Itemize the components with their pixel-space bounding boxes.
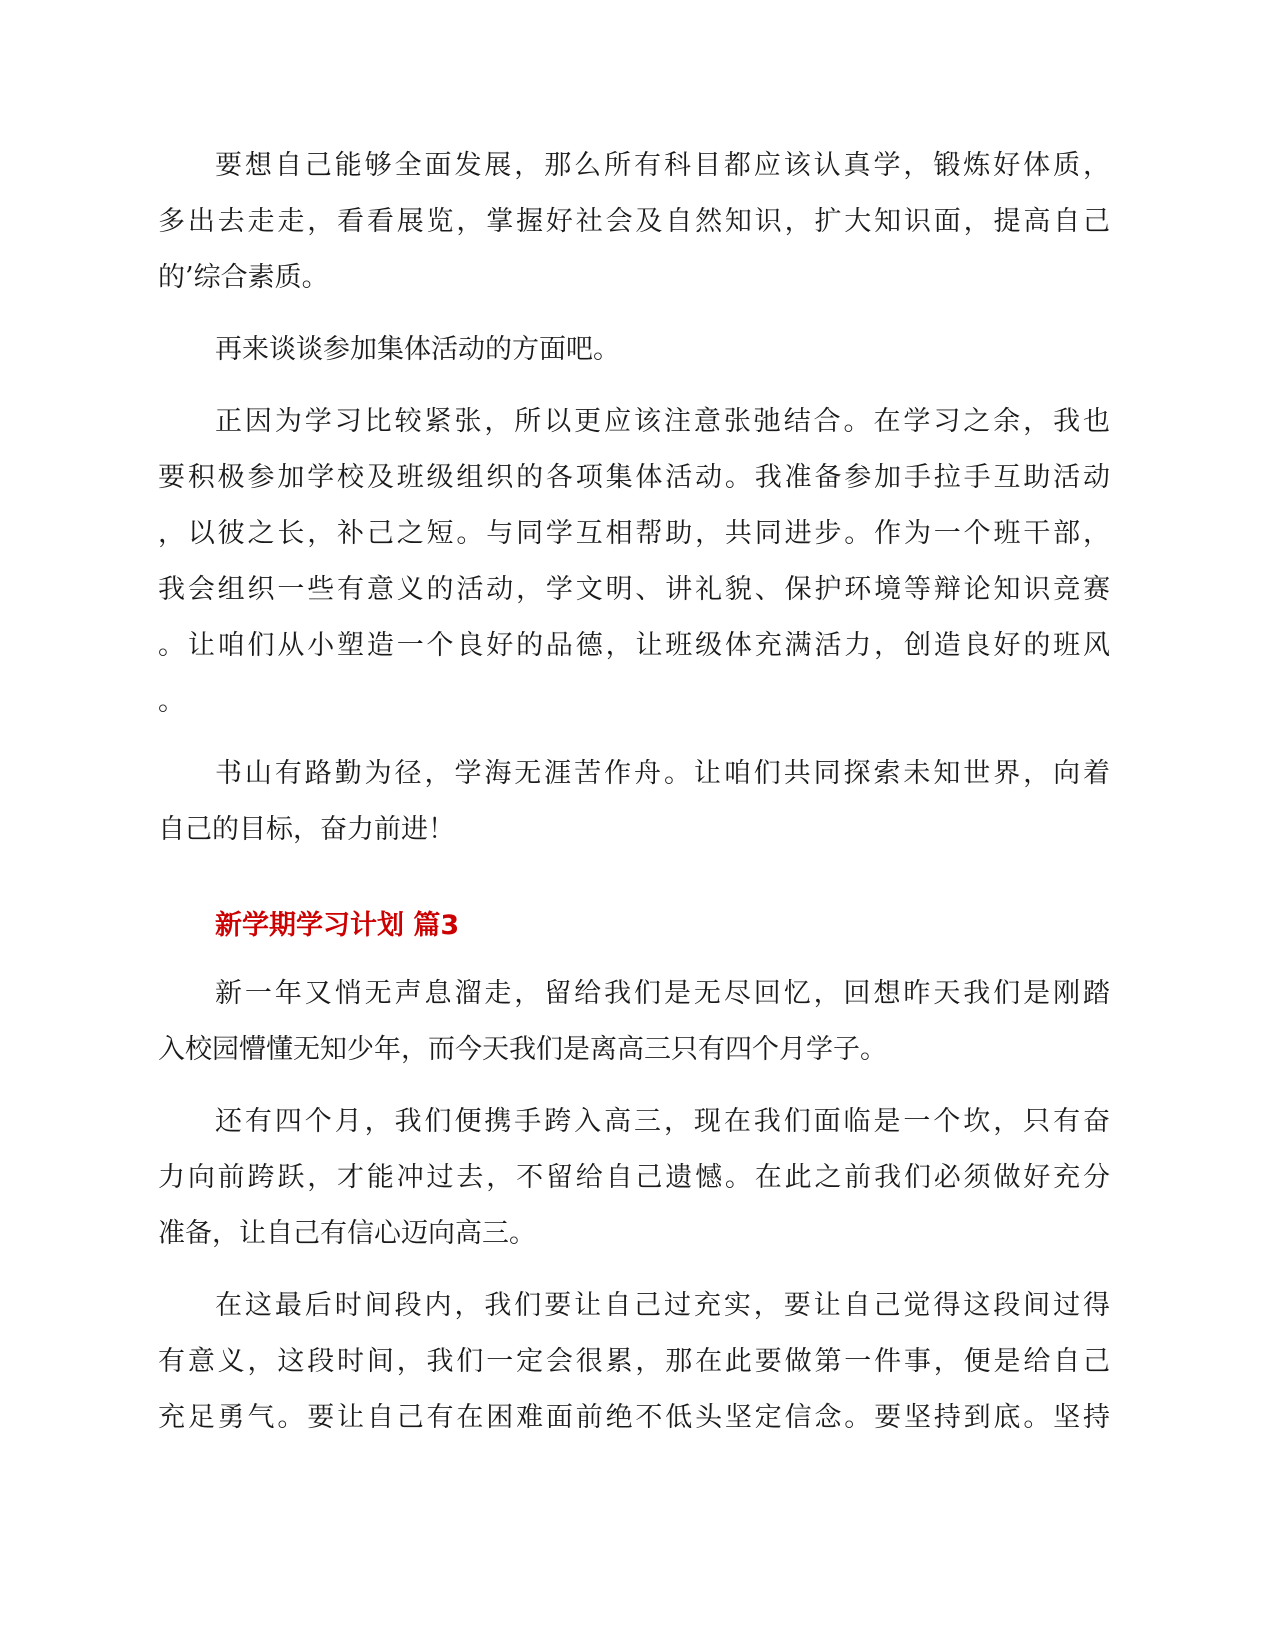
paragraph-line: 再来谈谈参加集体活动的方面吧。 [215,334,620,365]
section-heading: 新学期学习计划 篇3 [215,910,460,941]
paragraph-line: 在这最后时间段内，我们要让自己过充实，要让自己觉得这段间过得 [215,1290,1110,1321]
paragraph-line: ，以彼之长，补己之短。与同学互相帮助，共同进步。作为一个班干部， [158,518,1110,549]
paragraph-line: 力向前跨跃，才能冲过去，不留给自己遗憾。在此之前我们必须做好充分 [158,1162,1110,1193]
paragraph-line: 要想自己能够全面发展，那么所有科目都应该认真学，锻炼好体质， [215,150,1110,181]
paragraph-line: 。 [158,686,185,717]
paragraph-line: 新一年又悄无声息溜走，留给我们是无尽回忆，回想昨天我们是刚踏 [215,978,1110,1009]
paragraph-line: 准备，让自己有信心迈向高三。 [158,1218,536,1249]
paragraph-line: 要积极参加学校及班级组织的各项集体活动。我准备参加手拉手互助活动 [158,462,1110,493]
paragraph-line: 我会组织一些有意义的活动，学文明、讲礼貌、保护环境等辩论知识竞赛 [158,574,1110,605]
paragraph-line: 正因为学习比较紧张，所以更应该注意张弛结合。在学习之余，我也 [215,406,1110,437]
paragraph-line: 充足勇气。要让自己有在困难面前绝不低头坚定信念。要坚持到底。坚持 [158,1402,1110,1433]
paragraph-line: 入校园懵懂无知少年，而今天我们是离高三只有四个月学子。 [158,1034,887,1065]
paragraph-line: 。让咱们从小塑造一个良好的品德，让班级体充满活力，创造良好的班风 [158,630,1110,661]
paragraph-line: 有意义，这段时间，我们一定会很累，那在此要做第一件事，便是给自己 [158,1346,1110,1377]
paragraph-line: 自己的目标，奋力前进！ [158,814,455,845]
paragraph-line: 还有四个月，我们便携手跨入高三，现在我们面临是一个坎，只有奋 [215,1106,1110,1137]
paragraph-line: 书山有路勤为径，学海无涯苦作舟。让咱们共同探索未知世界，向着 [215,758,1110,789]
paragraph-line: 的’综合素质。 [158,262,329,293]
paragraph-line: 多出去走走，看看展览，掌握好社会及自然知识，扩大知识面，提高自己 [158,206,1110,237]
document-body [158,138,1110,1446]
